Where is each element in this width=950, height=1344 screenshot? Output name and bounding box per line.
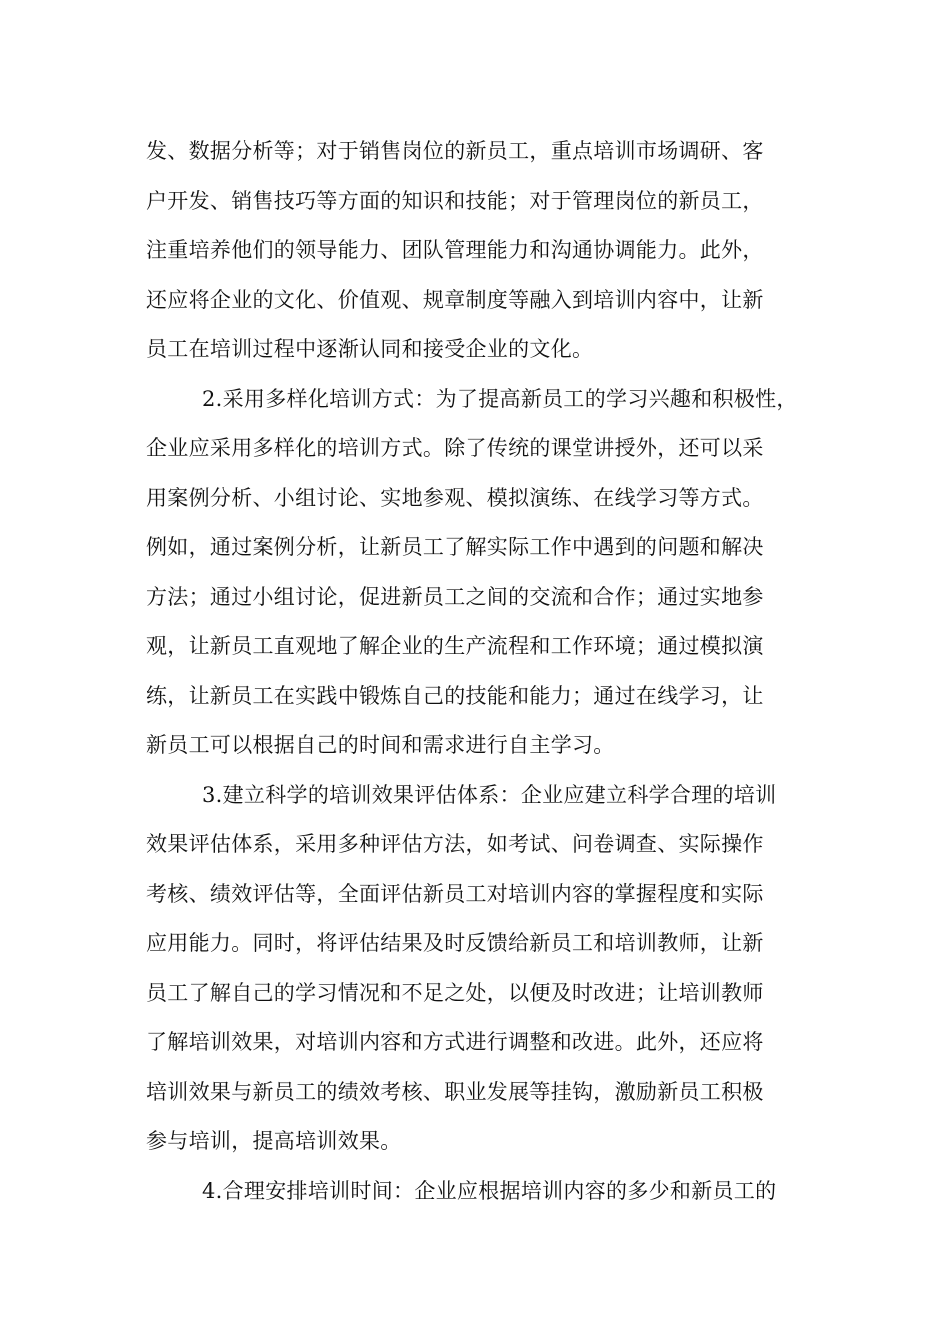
paragraph-diverse-training-methods [146, 375, 814, 771]
paragraph-content-design-continued [146, 127, 814, 375]
text-line: 效果评估体系，采用多种评估方法，如考试、问卷调查、实际操作 [146, 832, 764, 856]
text-line: 4.合理安排培训时间：企业应根据培训内容的多少和新员工的 [202, 1178, 777, 1203]
text-line: 员工了解自己的学习情况和不足之处，以便及时改进；让培训教师 [146, 980, 764, 1005]
text-line: 还应将企业的文化、价值观、规章制度等融入到培训内容中，让新 [146, 287, 764, 312]
text-line: 注重培养他们的领导能力、团队管理能力和沟通协调能力。此外， [146, 238, 764, 262]
text-line: 新员工可以根据自己的时间和需求进行自主学习。 [146, 733, 615, 757]
text-line: 培训效果与新员工的绩效考核、职业发展等挂钩，激励新员工积极 [146, 1079, 764, 1104]
text-line: 练，让新员工在实践中锻炼自己的技能和能力；通过在线学习，让 [146, 683, 764, 708]
text-line: 方法；通过小组讨论，促进新员工之间的交流和合作；通过实地参 [146, 584, 764, 609]
paragraph-training-schedule [146, 1167, 814, 1217]
text-line: 员工在培训过程中逐渐认同和接受企业的文化。 [146, 337, 594, 361]
text-line: 参与培训，提高培训效果。 [146, 1129, 402, 1153]
text-line: 2.采用多样化培训方式：为了提高新员工的学习兴趣和积极性， [202, 386, 798, 411]
text-line: 应用能力。同时，将评估结果及时反馈给新员工和培训教师，让新 [146, 931, 764, 955]
paragraph-evaluation-system [146, 771, 814, 1167]
text-line: 发、数据分析等；对于销售岗位的新员工，重点培训市场调研、客 [146, 139, 764, 163]
text-line: 观，让新员工直观地了解企业的生产流程和工作环境；通过模拟演 [146, 634, 764, 658]
text-line: 3.建立科学的培训效果评估体系：企业应建立科学合理的培训 [202, 782, 777, 807]
body-text [146, 127, 814, 1216]
text-line: 考核、绩效评估等，全面评估新员工对培训内容的掌握程度和实际 [146, 881, 764, 906]
text-line: 例如，通过案例分析，让新员工了解实际工作中遇到的问题和解决 [146, 535, 764, 559]
text-line: 企业应采用多样化的培训方式。除了传统的课堂讲授外，还可以采 [146, 436, 764, 460]
text-line: 户开发、销售技巧等方面的知识和技能；对于管理岗位的新员工， [146, 188, 764, 213]
text-line: 用案例分析、小组讨论、实地参观、模拟演练、在线学习等方式。 [146, 485, 764, 510]
text-line: 了解培训效果，对培训内容和方式进行调整和改进。此外，还应将 [146, 1030, 764, 1054]
